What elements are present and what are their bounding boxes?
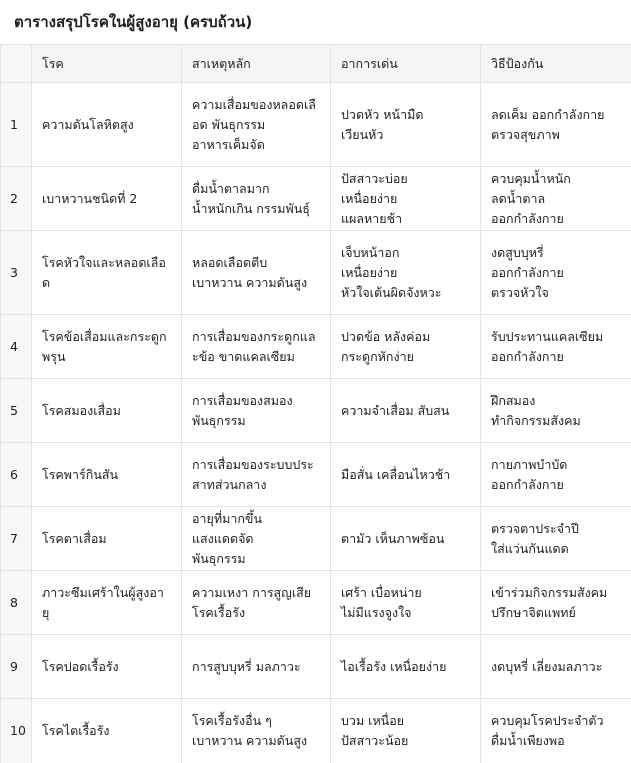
- prevention-cell-line: ออกกำลังกาย: [491, 348, 564, 364]
- row-number-text: 8: [10, 594, 18, 610]
- row-number-text: 10: [10, 722, 26, 738]
- symptom-cell-line: แผลหายช้า: [341, 210, 403, 226]
- symptom-cell: [331, 571, 481, 635]
- table-row: [1, 507, 631, 571]
- prevention-cell-line: ตรวจหัวใจ: [491, 284, 549, 300]
- cause-cell-line: การเสื่อมของกระดูกและข้อ ขาดแคลเซียม: [192, 328, 316, 364]
- prevention-cell-line: ออกกำลังกาย: [491, 210, 564, 226]
- table-row: [1, 83, 631, 167]
- cause-cell: [182, 379, 331, 443]
- prevention-cell-line: ควบคุมโรคประจำตัว: [491, 712, 604, 728]
- table-body: [1, 83, 631, 763]
- symptom-cell-line: เจ็บหน้าอก: [341, 244, 400, 260]
- cause-cell-line: การสูบบุหรี่ มลภาวะ: [192, 658, 301, 674]
- symptom-cell-line: ปัสสาวะบ่อย: [341, 170, 408, 186]
- prevention-cell-line: ใส่แว่นกันแดด: [491, 540, 569, 556]
- row-number-text: 3: [10, 264, 18, 280]
- cause-cell-line: โรคเรื้อรัง: [192, 604, 246, 620]
- prevention-cell: [481, 699, 631, 763]
- prevention-cell: [481, 83, 631, 167]
- row-number-text: 7: [10, 530, 18, 546]
- prevention-cell-line: ออกกำลังกาย: [491, 476, 564, 492]
- symptom-cell-line: กระดูกหักง่าย: [341, 348, 414, 364]
- row-number: [1, 635, 32, 699]
- cause-cell-line: ความเหงา การสูญเสีย: [192, 584, 312, 600]
- disease-cell: [32, 571, 182, 635]
- prevention-cell: [481, 167, 631, 231]
- symptom-cell: [331, 635, 481, 699]
- cause-cell-line: อายุที่มากขึ้น: [192, 510, 263, 526]
- disease-cell: [32, 635, 182, 699]
- disease-cell: [32, 443, 182, 507]
- prevention-cell-line: ดื่มน้ำเพียงพอ: [491, 732, 565, 748]
- prevention-cell-line: ทำกิจกรรมสังคม: [491, 412, 581, 428]
- row-number: [1, 571, 32, 635]
- disease-cell-text: โรคหัวใจและหลอดเลือด: [42, 254, 166, 290]
- row-number: [1, 699, 32, 763]
- symptom-cell-line: ความจำเสื่อม สับสน: [341, 402, 450, 418]
- cause-cell: [182, 231, 331, 315]
- cause-cell-line: อาหารเค็มจัด: [192, 136, 265, 152]
- prevention-cell: [481, 507, 631, 571]
- prevention-cell-line: เข้าร่วมกิจกรรมสังคม: [491, 584, 608, 600]
- cause-cell-line: แสงแดดจัด: [192, 530, 254, 546]
- prevention-cell: [481, 443, 631, 507]
- prevention-cell-line: ลดเค็ม ออกกำลังกาย: [491, 106, 605, 122]
- row-number: [1, 315, 32, 379]
- cause-cell: [182, 167, 331, 231]
- row-number: [1, 83, 32, 167]
- symptom-cell-line: ไม่มีแรงจูงใจ: [341, 604, 412, 620]
- disease-cell-text: โรคพาร์กินสัน: [42, 466, 119, 482]
- header-number: [1, 45, 32, 83]
- symptom-cell-line: เหนื่อยง่าย: [341, 190, 398, 206]
- prevention-cell-line: ตรวจตาประจำปี: [491, 520, 579, 536]
- disease-cell: [32, 231, 182, 315]
- disease-cell-text: ภาวะซึมเศร้าในผู้สูงอายุ: [42, 584, 164, 620]
- prevention-cell: [481, 635, 631, 699]
- table-header-row: [1, 45, 631, 83]
- symptom-cell-line: เหนื่อยง่าย: [341, 264, 398, 280]
- symptom-cell: [331, 315, 481, 379]
- symptom-cell-line: ไอเรื้อรัง เหนื่อยง่าย: [341, 658, 447, 674]
- cause-cell-line: พันธุกรรม: [192, 550, 246, 566]
- prevention-cell-line: รับประทานแคลเซียม: [491, 328, 604, 344]
- row-number: [1, 443, 32, 507]
- row-number-text: 1: [10, 116, 18, 132]
- cause-cell-line: หลอดเลือดตีบ: [192, 254, 268, 270]
- cause-cell-line: เบาหวาน ความดันสูง: [192, 274, 308, 290]
- page-title: ตารางสรุปโรคในผู้สูงอายุ (ครบถ้วน): [14, 13, 253, 31]
- table-row: [1, 699, 631, 763]
- disease-cell-text: โรคสมองเสื่อม: [42, 402, 121, 418]
- row-number-text: 5: [10, 402, 18, 418]
- table-row: [1, 167, 631, 231]
- disease-cell: [32, 167, 182, 231]
- symptom-cell-line: มือสั่น เคลื่อนไหวช้า: [341, 466, 451, 482]
- prevention-cell: [481, 231, 631, 315]
- cause-cell-line: โรคเรื้อรังอื่น ๆ: [192, 712, 272, 728]
- table-row: [1, 231, 631, 315]
- symptom-cell: [331, 167, 481, 231]
- symptom-cell-line: หัวใจเต้นผิดจังหวะ: [341, 284, 442, 300]
- cause-cell-line: การเสื่อมของสมอง: [192, 392, 293, 408]
- prevention-cell-line: ออกกำลังกาย: [491, 264, 564, 280]
- header-disease: โรค: [32, 45, 182, 83]
- disease-cell-text: โรคตาเสื่อม: [42, 530, 107, 546]
- cause-cell-line: ดื่มน้ำตาลมาก: [192, 180, 270, 196]
- row-number-text: 6: [10, 466, 18, 482]
- cause-cell-line: พันธุกรรม: [192, 412, 246, 428]
- disease-cell-text: เบาหวานชนิดที่ 2: [42, 190, 138, 206]
- disease-cell: [32, 507, 182, 571]
- row-number-text: 2: [10, 190, 18, 206]
- symptom-cell-line: ปวดหัว หน้ามืด: [341, 106, 424, 122]
- header-symptom: อาการเด่น: [331, 45, 481, 83]
- prevention-cell-line: งดสูบบุหรี่: [491, 244, 544, 260]
- table-row: [1, 379, 631, 443]
- cause-cell-line: น้ำหนักเกิน กรรมพันธุ์: [192, 200, 310, 216]
- prevention-cell-line: ลดน้ำตาล: [491, 190, 546, 206]
- disease-cell: [32, 699, 182, 763]
- cause-cell: [182, 83, 331, 167]
- cause-cell: [182, 315, 331, 379]
- disease-cell: [32, 83, 182, 167]
- disease-cell: [32, 315, 182, 379]
- disease-summary-table: [0, 44, 631, 763]
- symptom-cell-line: เวียนหัว: [341, 126, 384, 142]
- header-prevention: วิธีป้องกัน: [481, 45, 631, 83]
- table-row: [1, 571, 631, 635]
- disease-cell-text: ความดันโลหิตสูง: [42, 116, 134, 132]
- symptom-cell-line: ปวดข้อ หลังค่อม: [341, 328, 431, 344]
- row-number-text: 4: [10, 338, 18, 354]
- cause-cell: [182, 635, 331, 699]
- disease-cell-text: โรคข้อเสื่อมและกระดูกพรุน: [42, 328, 167, 364]
- header-cause: สาเหตุหลัก: [182, 45, 331, 83]
- symptom-cell: [331, 699, 481, 763]
- prevention-cell-line: ฝึกสมอง: [491, 392, 536, 408]
- prevention-cell-line: ตรวจสุขภาพ: [491, 126, 560, 142]
- cause-cell-line: การเสื่อมของระบบประสาทส่วนกลาง: [192, 456, 314, 492]
- table-row: [1, 443, 631, 507]
- disease-cell-text: โรคปอดเรื้อรัง: [42, 658, 119, 674]
- row-number: [1, 507, 32, 571]
- cause-cell: [182, 443, 331, 507]
- table-row: [1, 635, 631, 699]
- symptom-cell-line: ปัสสาวะน้อย: [341, 732, 409, 748]
- cause-cell: [182, 699, 331, 763]
- row-number-text: 9: [10, 658, 18, 674]
- table-row: [1, 315, 631, 379]
- prevention-cell-line: ปรึกษาจิตแพทย์: [491, 604, 576, 620]
- symptom-cell-line: เศร้า เบื่อหน่าย: [341, 584, 422, 600]
- prevention-cell: [481, 571, 631, 635]
- cause-cell: [182, 507, 331, 571]
- prevention-cell-line: กายภาพบำบัด: [491, 456, 568, 472]
- cause-cell-line: เบาหวาน ความดันสูง: [192, 732, 308, 748]
- symptom-cell-line: ตามัว เห็นภาพซ้อน: [341, 530, 445, 546]
- row-number: [1, 167, 32, 231]
- prevention-cell: [481, 379, 631, 443]
- prevention-cell-line: ควบคุมน้ำหนัก: [491, 170, 571, 186]
- symptom-cell: [331, 507, 481, 571]
- disease-cell-text: โรคไตเรื้อรัง: [42, 722, 110, 738]
- row-number: [1, 379, 32, 443]
- prevention-cell-line: งดบุหรี่ เลี่ยงมลภาวะ: [491, 658, 603, 674]
- symptom-cell: [331, 443, 481, 507]
- prevention-cell: [481, 315, 631, 379]
- symptom-cell: [331, 379, 481, 443]
- row-number: [1, 231, 32, 315]
- symptom-cell-line: บวม เหนื่อย: [341, 712, 405, 728]
- symptom-cell: [331, 231, 481, 315]
- disease-cell: [32, 379, 182, 443]
- cause-cell: [182, 571, 331, 635]
- cause-cell-line: ความเสื่อมของหลอดเลือด พันธุกรรม: [192, 96, 316, 132]
- symptom-cell: [331, 83, 481, 167]
